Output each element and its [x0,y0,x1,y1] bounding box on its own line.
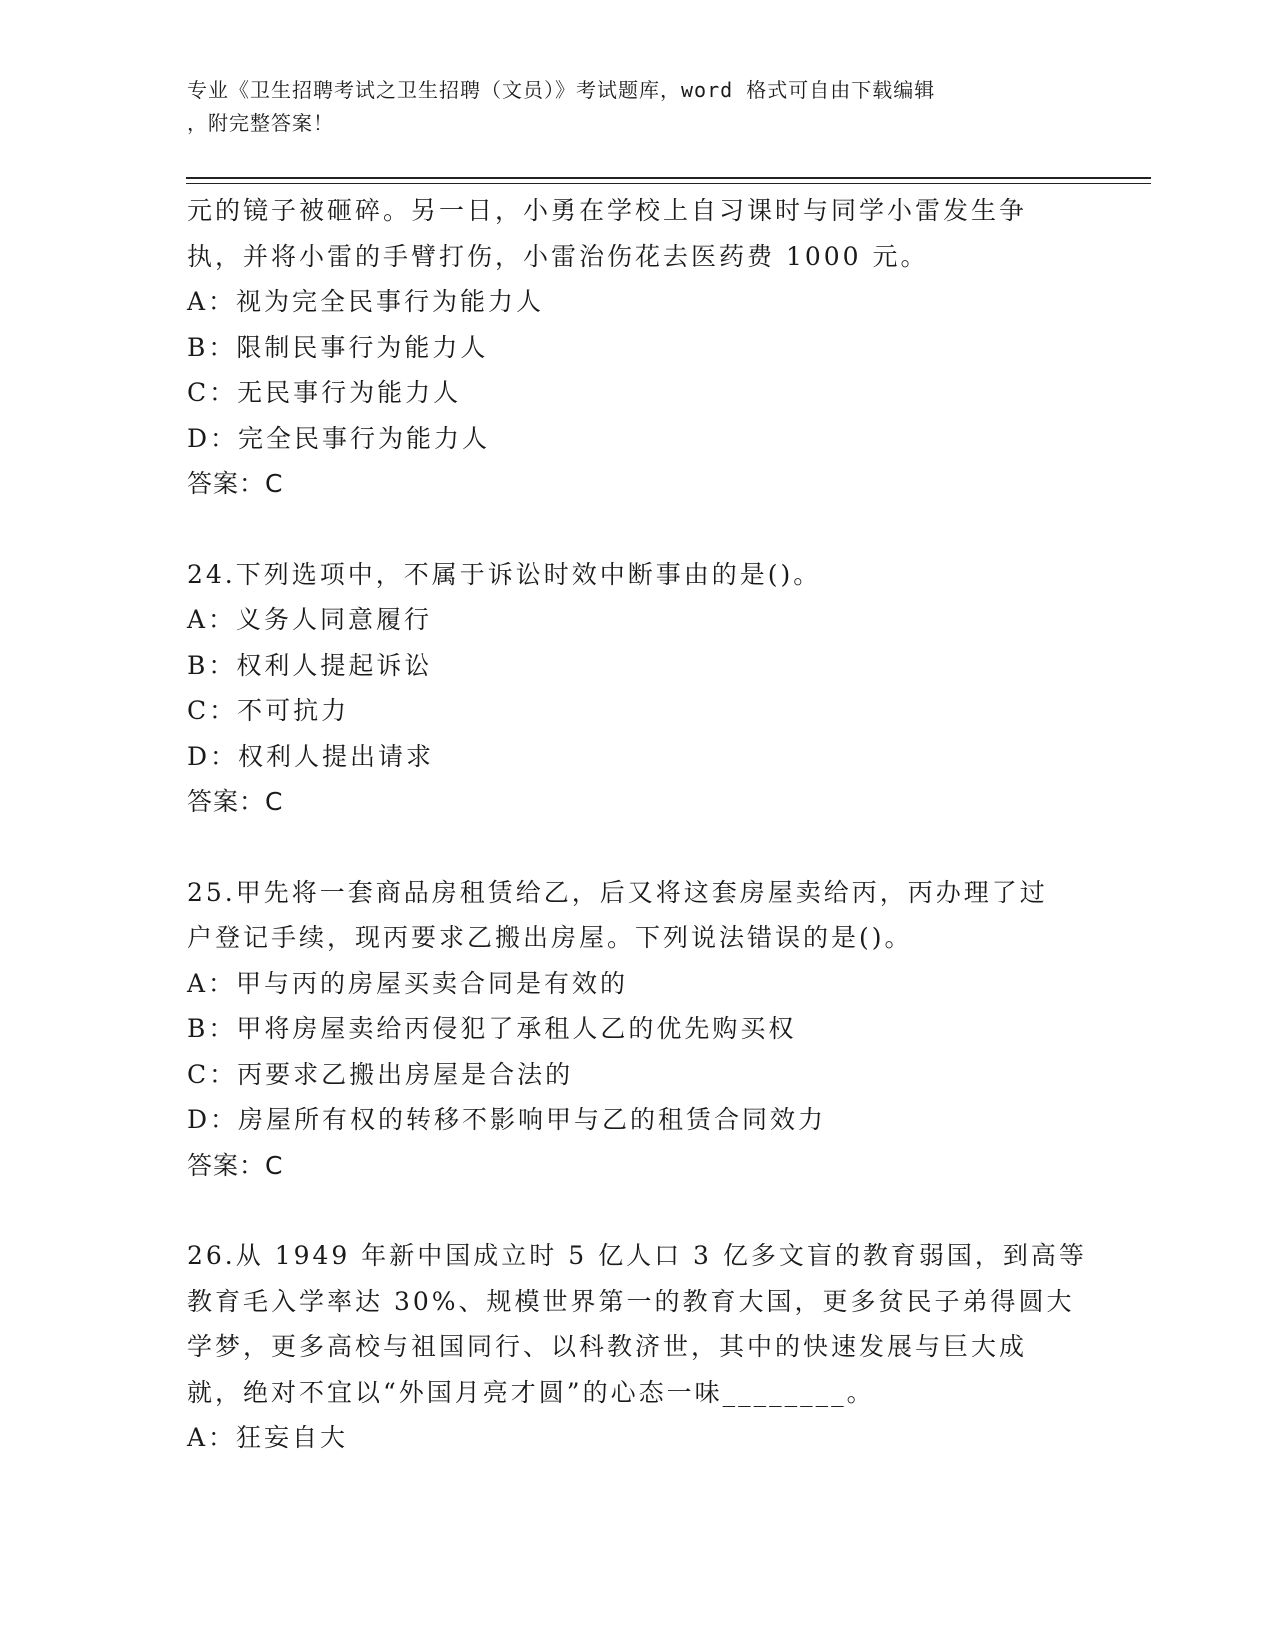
option-b: B：权利人提起诉讼 [187,650,433,680]
header-divider-thick [186,177,1151,179]
question-23-continuation [187,188,1087,507]
question-text-line: 元的镜子被砸碎。另一日，小勇在学校上自习课时与同学小雷发生争 [187,196,1028,225]
option-a: A：视为完全民事行为能力人 [187,287,545,316]
answer-line: 答案：C [187,1150,284,1180]
question-text-line: 24.下列选项中，不属于诉讼时效中断事由的是()。 [187,559,822,589]
option-b: B：甲将房屋卖给丙侵犯了承租人乙的优先购买权 [187,1014,797,1043]
option-a: A：狂妄自大 [187,1423,349,1452]
answer-line: 答案：C [187,469,284,498]
spacer [187,1188,1087,1233]
question-26 [187,1233,1087,1461]
question-text-line: 学梦，更多高校与祖国同行、以科教济世，其中的快速发展与巨大成 [187,1332,1028,1361]
option-c: C：无民事行为能力人 [187,378,462,407]
question-text-line: 户登记手续，现丙要求乙搬出房屋。下列说法错误的是()。 [187,923,913,952]
header-divider-thin [186,183,1151,184]
option-a: A：义务人同意履行 [187,605,433,634]
spacer [187,825,1087,870]
question-text-line: 就，绝对不宜以“外国月亮才圆”的心态一味________。 [187,1377,875,1407]
question-text-line: 26.从 1949 年新中国成立时 5 亿人口 3 亿多文盲的教育弱国，到高等 [187,1241,1087,1270]
question-text-line: 教育毛入学率达 30%、规模世界第一的教育大国，更多贫民子弟得圆大 [187,1286,1075,1316]
option-c: C：丙要求乙搬出房屋是合法的 [187,1059,574,1089]
page-header [187,74,1087,140]
option-c: C：不可抗力 [187,696,350,725]
question-25 [187,870,1087,1189]
document-body [187,188,1087,1461]
question-text-line: 25.甲先将一套商品房租赁给乙，后又将这套房屋卖给丙，丙办理了过 [187,877,1048,907]
answer-line: 答案：C [187,787,284,816]
option-d: D：房屋所有权的转移不影响甲与乙的租赁合同效力 [187,1105,827,1134]
question-24 [187,552,1087,825]
question-text-line: 执，并将小雷的手臂打伤，小雷治伤花去医药费 1000 元。 [187,241,929,271]
option-d: D：完全民事行为能力人 [187,423,491,453]
header-line-2: ，附完整答案！ [187,111,334,135]
option-d: D：权利人提出请求 [187,741,435,771]
header-line-1: 专业《卫生招聘考试之卫生招聘（文员）》考试题库，word 格式可自由下载编辑 [187,78,936,102]
spacer [187,507,1087,552]
option-a: A：甲与丙的房屋买卖合同是有效的 [187,968,629,998]
option-b: B：限制民事行为能力人 [187,332,489,362]
